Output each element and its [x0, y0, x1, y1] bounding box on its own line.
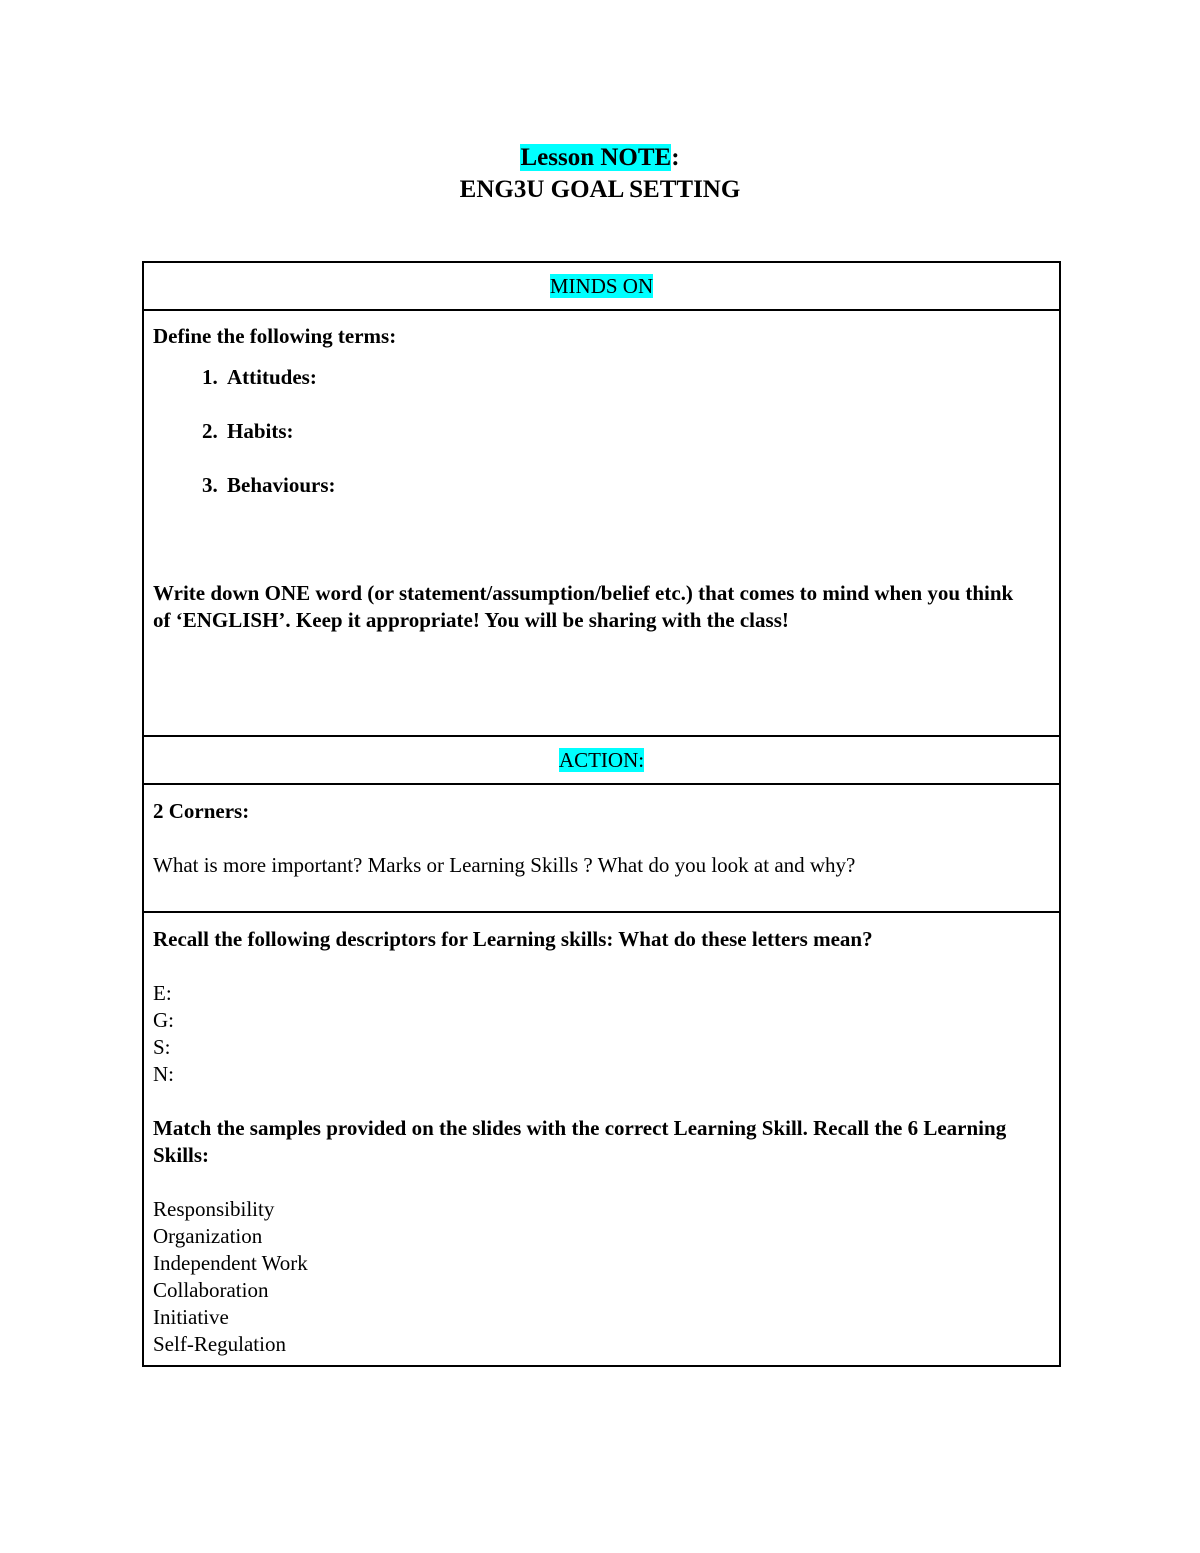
- skills-list: [153, 1196, 1059, 1358]
- terms-list: [153, 364, 1059, 499]
- descriptor-item: E:: [153, 981, 172, 1005]
- match-skills-prompt: Match the samples provided on the slides with the correct Learning Skill. Recall the 6 Learning Skills:: [153, 1116, 1007, 1167]
- action-heading: ACTION:: [558, 747, 645, 772]
- corners-label: 2 Corners:: [153, 799, 250, 823]
- lesson-note-label: Lesson NOTE: [520, 144, 672, 171]
- corners-cell: [143, 784, 1060, 912]
- skill-item: Independent Work: [153, 1251, 308, 1275]
- term-item: 3. Behaviours:: [223, 472, 1059, 499]
- learning-skills-cell: [143, 912, 1060, 1366]
- skill-item: Initiative: [153, 1305, 229, 1329]
- skill-item: Collaboration: [153, 1278, 269, 1302]
- course-goal-heading: ENG3U GOAL SETTING: [459, 176, 741, 203]
- descriptors-prompt: Recall the following descriptors for Learning skills: What do these letters mean?: [153, 927, 873, 951]
- lesson-table: [142, 261, 1061, 1367]
- descriptor-item: G:: [153, 1008, 174, 1032]
- action-header-cell: [143, 736, 1060, 784]
- lesson-note-colon: :: [671, 144, 680, 171]
- minds-on-heading: MINDS ON: [549, 273, 654, 298]
- document-title: [0, 142, 1200, 206]
- skill-item: Self-Regulation: [153, 1332, 286, 1356]
- define-terms-intro: Define the following terms:: [153, 324, 397, 348]
- corners-question: What is more important? Marks or Learning Skills ? What do you look at and why?: [153, 853, 856, 877]
- term-item: 1. Attitudes:: [223, 364, 1059, 391]
- lesson-note-heading: [0, 142, 1200, 174]
- descriptor-item: S:: [153, 1035, 171, 1059]
- skill-item: Organization: [153, 1224, 263, 1248]
- descriptor-item: N:: [153, 1062, 174, 1086]
- descriptor-list: [153, 980, 1059, 1088]
- english-word-prompt: Write down ONE word (or statement/assumption/belief etc.) that comes to mind when you think of ‘ENGLISH’. Keep it appropriate! You will be sharing with the class!: [153, 581, 1014, 632]
- term-item: 2. Habits:: [223, 418, 1059, 445]
- minds-on-body-cell: [143, 310, 1060, 736]
- minds-on-header-cell: [143, 262, 1060, 310]
- skill-item: Responsibility: [153, 1197, 275, 1221]
